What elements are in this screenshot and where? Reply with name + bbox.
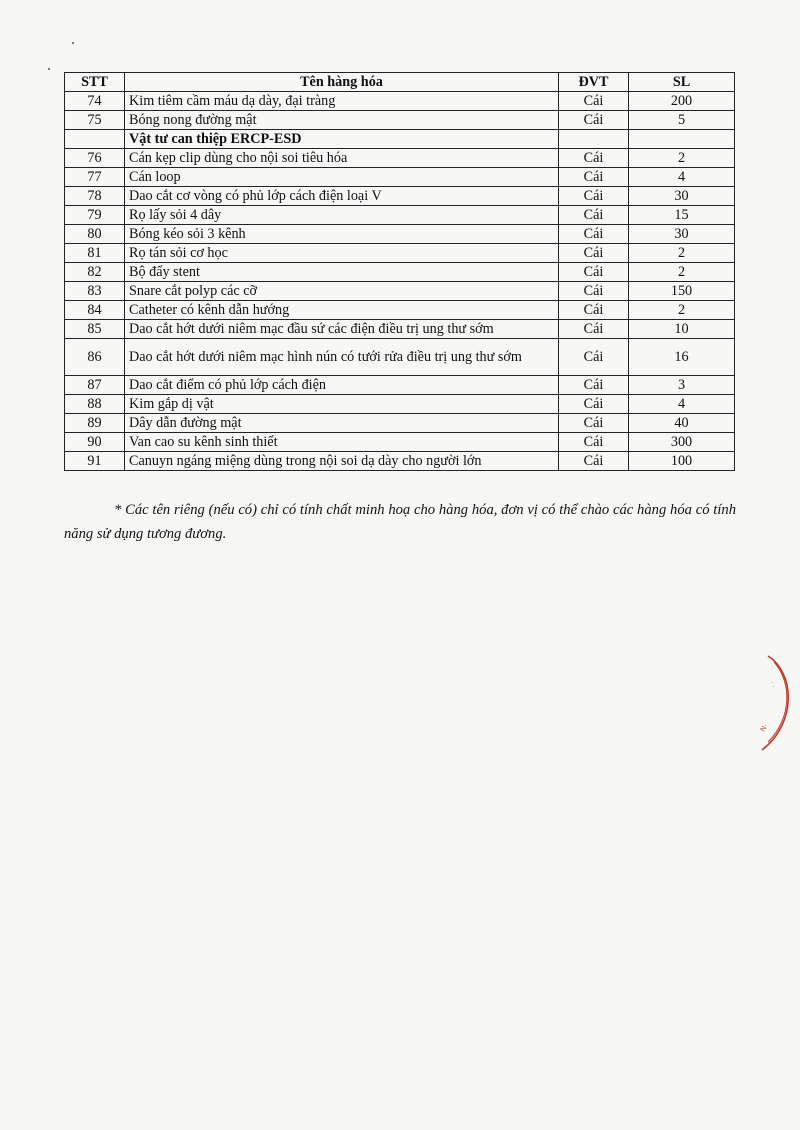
cell-name: Bóng nong đường mật (125, 111, 559, 130)
cell-stt: 86 (65, 339, 125, 376)
table-row (65, 376, 735, 395)
cell-unit: Cái (559, 320, 629, 339)
table-row (65, 414, 735, 433)
cell-stt: 80 (65, 225, 125, 244)
cell-name: Cán loop (125, 168, 559, 187)
cell-qty: 10 (629, 320, 735, 339)
table-body (65, 92, 735, 471)
cell-unit: Cái (559, 376, 629, 395)
section-row (65, 130, 735, 149)
cell-unit: Cái (559, 301, 629, 320)
table-row (65, 282, 735, 301)
cell-qty: 16 (629, 339, 735, 376)
cell-stt: 82 (65, 263, 125, 282)
cell-qty: 30 (629, 187, 735, 206)
cell-name: Dao cắt cơ vòng có phủ lớp cách điện loại V (125, 187, 559, 206)
cell-unit: Cái (559, 187, 629, 206)
cell-qty: 4 (629, 395, 735, 414)
cell-unit: Cái (559, 414, 629, 433)
header-stt: STT (65, 73, 125, 92)
cell-qty: 30 (629, 225, 735, 244)
cell-unit: Cái (559, 206, 629, 225)
cell-name: Rọ lấy sỏi 4 dây (125, 206, 559, 225)
table-row (65, 206, 735, 225)
cell-name: Dao cắt hớt dưới niêm mạc đầu sứ các điện điều trị ung thư sớm (125, 320, 559, 339)
cell-unit: Cái (559, 149, 629, 168)
cell-stt: 83 (65, 282, 125, 301)
svg-text:N·: N· (759, 723, 770, 733)
cell-unit: Cái (559, 168, 629, 187)
cell-stt: 87 (65, 376, 125, 395)
cell-qty: 200 (629, 92, 735, 111)
cell-stt: 74 (65, 92, 125, 111)
cell-unit: Cái (559, 452, 629, 471)
cell-name: Snare cắt polyp các cỡ (125, 282, 559, 301)
table-row (65, 433, 735, 452)
cell-unit (559, 130, 629, 149)
cell-unit: Cái (559, 395, 629, 414)
table-row (65, 395, 735, 414)
cell-stt: 91 (65, 452, 125, 471)
cell-unit: Cái (559, 225, 629, 244)
table-row (65, 263, 735, 282)
cell-unit: Cái (559, 433, 629, 452)
table-row (65, 149, 735, 168)
cell-qty: 2 (629, 244, 735, 263)
goods-table (64, 72, 735, 471)
table-row (65, 301, 735, 320)
cell-stt: 81 (65, 244, 125, 263)
cell-unit: Cái (559, 339, 629, 376)
cell-qty: 5 (629, 111, 735, 130)
table-row (65, 225, 735, 244)
cell-name: Bóng kéo sỏi 3 kênh (125, 225, 559, 244)
cell-name: Dây dẫn đường mật (125, 414, 559, 433)
cell-name: Kim tiêm cầm máu dạ dày, đại tràng (125, 92, 559, 111)
cell-stt: 79 (65, 206, 125, 225)
cell-qty: 15 (629, 206, 735, 225)
cell-name: Canuyn ngáng miệng dùng trong nội soi dạ dày cho người lớn (125, 452, 559, 471)
cell-qty: 4 (629, 168, 735, 187)
cell-qty: 2 (629, 263, 735, 282)
cell-unit: Cái (559, 111, 629, 130)
header-qty: SL (629, 73, 735, 92)
cell-stt: 90 (65, 433, 125, 452)
cell-qty: 100 (629, 452, 735, 471)
table-row (65, 168, 735, 187)
cell-stt: 78 (65, 187, 125, 206)
cell-name: Rọ tán sỏi cơ học (125, 244, 559, 263)
cell-qty: 40 (629, 414, 735, 433)
table-row (65, 339, 735, 376)
scan-speck (72, 42, 74, 44)
cell-name: Bộ đẩy stent (125, 263, 559, 282)
cell-qty: 2 (629, 301, 735, 320)
cell-name: Vật tư can thiệp ERCP-ESD (125, 130, 559, 149)
cell-qty: 150 (629, 282, 735, 301)
cell-stt (65, 130, 125, 149)
cell-stt: 85 (65, 320, 125, 339)
cell-unit: Cái (559, 263, 629, 282)
cell-name: Dao cắt hớt dưới niêm mạc hình nún có tưới rửa điều trị ung thư sớm (125, 339, 559, 376)
cell-name: Cán kẹp clip dùng cho nội soi tiêu hóa (125, 149, 559, 168)
cell-qty: 2 (629, 149, 735, 168)
table-row (65, 452, 735, 471)
cell-stt: 75 (65, 111, 125, 130)
cell-stt: 77 (65, 168, 125, 187)
cell-name: Van cao su kênh sinh thiết (125, 433, 559, 452)
table-row (65, 187, 735, 206)
cell-name: Kim gắp dị vật (125, 395, 559, 414)
cell-stt: 84 (65, 301, 125, 320)
table-row (65, 244, 735, 263)
svg-text:· ·: · · (768, 680, 777, 689)
cell-unit: Cái (559, 92, 629, 111)
cell-name: Dao cắt điểm có phủ lớp cách điện (125, 376, 559, 395)
cell-unit: Cái (559, 282, 629, 301)
footnote: * Các tên riêng (nếu có) chỉ có tính chất minh hoạ cho hàng hóa, đơn vị có thể chào các hàng hóa có tính năng sử dụng tương đương. (64, 501, 736, 542)
table-row (65, 320, 735, 339)
scan-speck (48, 68, 50, 70)
cell-stt: 76 (65, 149, 125, 168)
cell-qty: 3 (629, 376, 735, 395)
cell-unit: Cái (559, 244, 629, 263)
table-row (65, 92, 735, 111)
cell-stt: 88 (65, 395, 125, 414)
table-row (65, 111, 735, 130)
red-stamp-seal (748, 652, 800, 756)
header-unit: ĐVT (559, 73, 629, 92)
cell-name: Catheter có kênh dẫn hướng (125, 301, 559, 320)
table-header (65, 73, 735, 92)
header-name: Tên hàng hóa (125, 73, 559, 92)
cell-qty (629, 130, 735, 149)
cell-stt: 89 (65, 414, 125, 433)
cell-qty: 300 (629, 433, 735, 452)
